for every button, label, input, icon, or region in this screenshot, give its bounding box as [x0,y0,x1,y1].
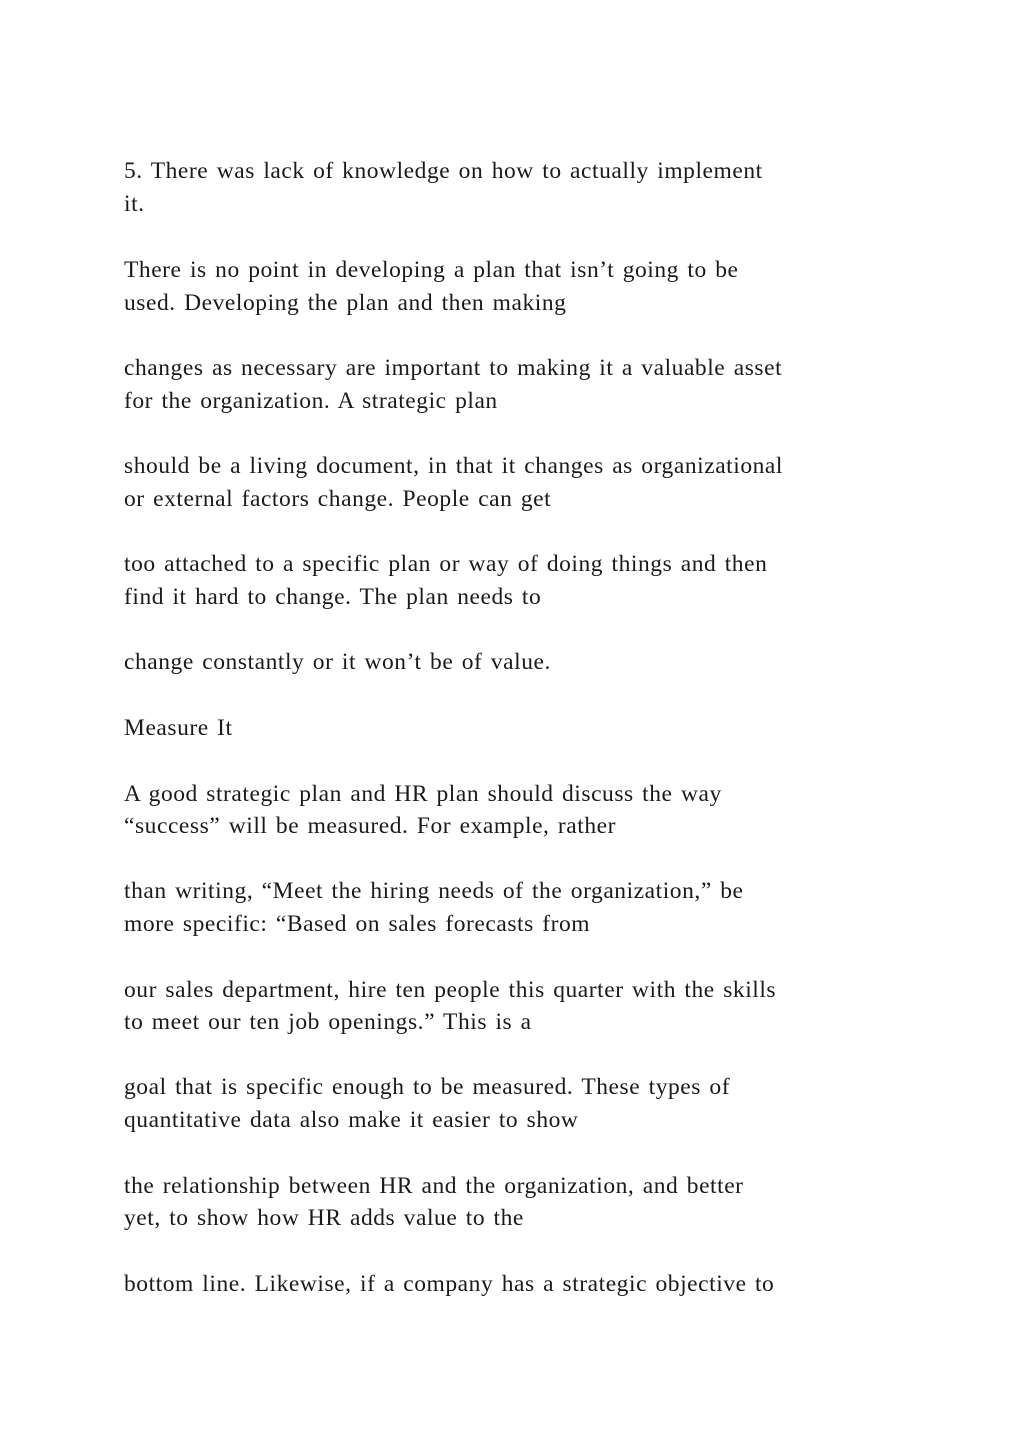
text-line: A good strategic plan and HR plan should discuss the way [124,781,722,807]
text-line: or external factors change. People can get [124,486,552,512]
text-line: quantitative data also make it easier to show [124,1107,579,1133]
text-line: find it hard to change. The plan needs to [124,584,542,610]
text-line: used. Developing the plan and then making [124,290,567,316]
text-line: it. [124,191,145,217]
text-line: 5. There was lack of knowledge on how to actually implement [124,158,763,184]
text-line: There is no point in developing a plan that isn’t going to be [124,257,739,283]
text-line: to meet our ten job openings.” This is a [124,1009,532,1035]
text-line: should be a living document, in that it changes as organizational [124,453,783,479]
text-line: changes as necessary are important to making it a valuable asset [124,355,783,381]
section-heading: Measure It [124,715,233,741]
text-line: for the organization. A strategic plan [124,388,498,414]
text-line: yet, to show how HR adds value to the [124,1205,524,1231]
text-line: than writing, “Meet the hiring needs of the organization,” be [124,878,744,904]
text-line: “success” will be measured. For example, rather [124,813,617,839]
text-line: change constantly or it won’t be of value. [124,649,551,675]
text-line: more specific: “Based on sales forecasts from [124,911,591,937]
text-line: the relationship between HR and the organization, and better [124,1173,744,1199]
text-line: bottom line. Likewise, if a company has a strategic objective to [124,1271,775,1297]
text-line: goal that is specific enough to be measured. These types of [124,1074,731,1100]
text-line: too attached to a specific plan or way of doing things and then [124,551,768,577]
text-line: our sales department, hire ten people this quarter with the skills [124,977,777,1003]
